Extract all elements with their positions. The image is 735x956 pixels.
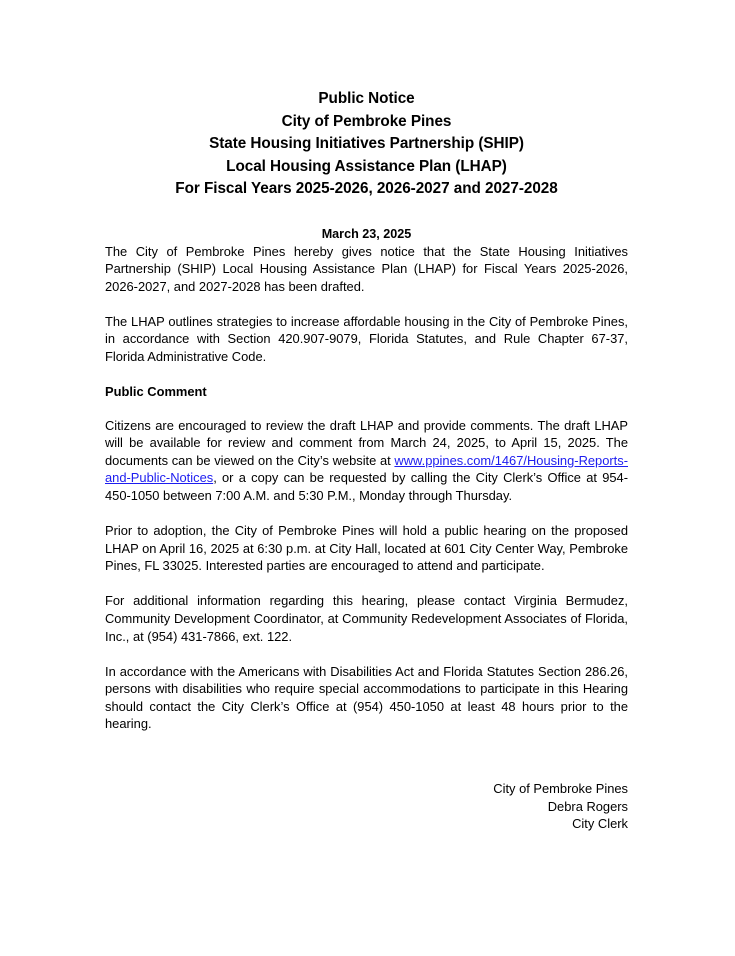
paragraph-strategies: The LHAP outlines strategies to increase affordable housing in the City of Pembroke Pines, in accordance with Section 420.907-9079, Florida Statutes, and Rule Chapter 67-37, Florida Administrative Code. <box>105 313 628 364</box>
title-line-1: Public Notice <box>318 90 415 107</box>
paragraph-spacer <box>105 505 628 523</box>
housing-reports-link[interactable]: www.ppines.com/1467/Housing-Reports-and-Public-Notices <box>105 452 628 486</box>
paragraph-spacer <box>105 645 628 663</box>
paragraph-public-comment <box>105 417 628 505</box>
signature-block <box>105 780 628 833</box>
paragraph-spacer <box>105 575 628 593</box>
comment-text-after-link: , or a copy can be requested by calling the City Clerk’s Office at 954-450-1050 between 7:00 A.M. and 5:30 P.M., Monday through Thursday. <box>105 470 628 504</box>
paragraph-contact: For additional information regarding this hearing, please contact Virginia Bermudez, Community Development Coordinator, at Community Redevelopment Associates of Florida, Inc., at (954) 431-7866, ext. 122. <box>105 593 628 644</box>
title-line-5: For Fiscal Years 2025-2026, 2026-2027 and 2027-2028 <box>175 180 558 197</box>
title-line-4: Local Housing Assistance Plan (LHAP) <box>226 157 507 175</box>
signature-organization: City of Pembroke Pines <box>493 781 628 797</box>
paragraph-spacer <box>105 401 628 417</box>
paragraph-spacer <box>105 366 628 384</box>
comment-text-before-link: Citizens are encouraged to review the draft LHAP and provide comments. The draft LHAP will be available for review and comment from March 24, 2025, to April 15, 2025. The documents can be viewed on the City’s website at <box>105 417 628 468</box>
notice-date: March 23, 2025 <box>321 226 412 241</box>
paragraph-spacer <box>105 295 628 313</box>
section-heading-public-comment: Public Comment <box>105 384 207 400</box>
paragraph-hearing: Prior to adoption, the City of Pembroke Pines will hold a public hearing on the proposed LHAP on April 16, 2025 at 6:30 p.m. at City Hall, located at 601 City Center Way, Pembroke Pines, FL 33025. Interested parties are encouraged to attend and participate. <box>105 523 628 574</box>
document-title-block <box>105 88 628 201</box>
paragraph-ada-accommodations: In accordance with the Americans with Disabilities Act and Florida Statutes Section 286.26, persons with disabilities who require special accommodations to participate in this Hearing should contact the City Clerk’s Office at (954) 450-1050 at least 48 hours prior to the hearing. <box>105 663 628 732</box>
title-line-2: City of Pembroke Pines <box>281 112 452 130</box>
signature-role: City Clerk <box>572 816 628 832</box>
signature-name: Debra Rogers <box>547 798 628 814</box>
paragraph-intro: The City of Pembroke Pines hereby gives notice that the State Housing Initiatives Partnership (SHIP) Local Housing Assistance Plan (LHAP) for Fiscal Years 2025-2026, 2026-2027, and 2027-2028 has been drafted. <box>105 243 628 294</box>
title-line-3: State Housing Initiatives Partnership (SHIP) <box>209 135 524 152</box>
